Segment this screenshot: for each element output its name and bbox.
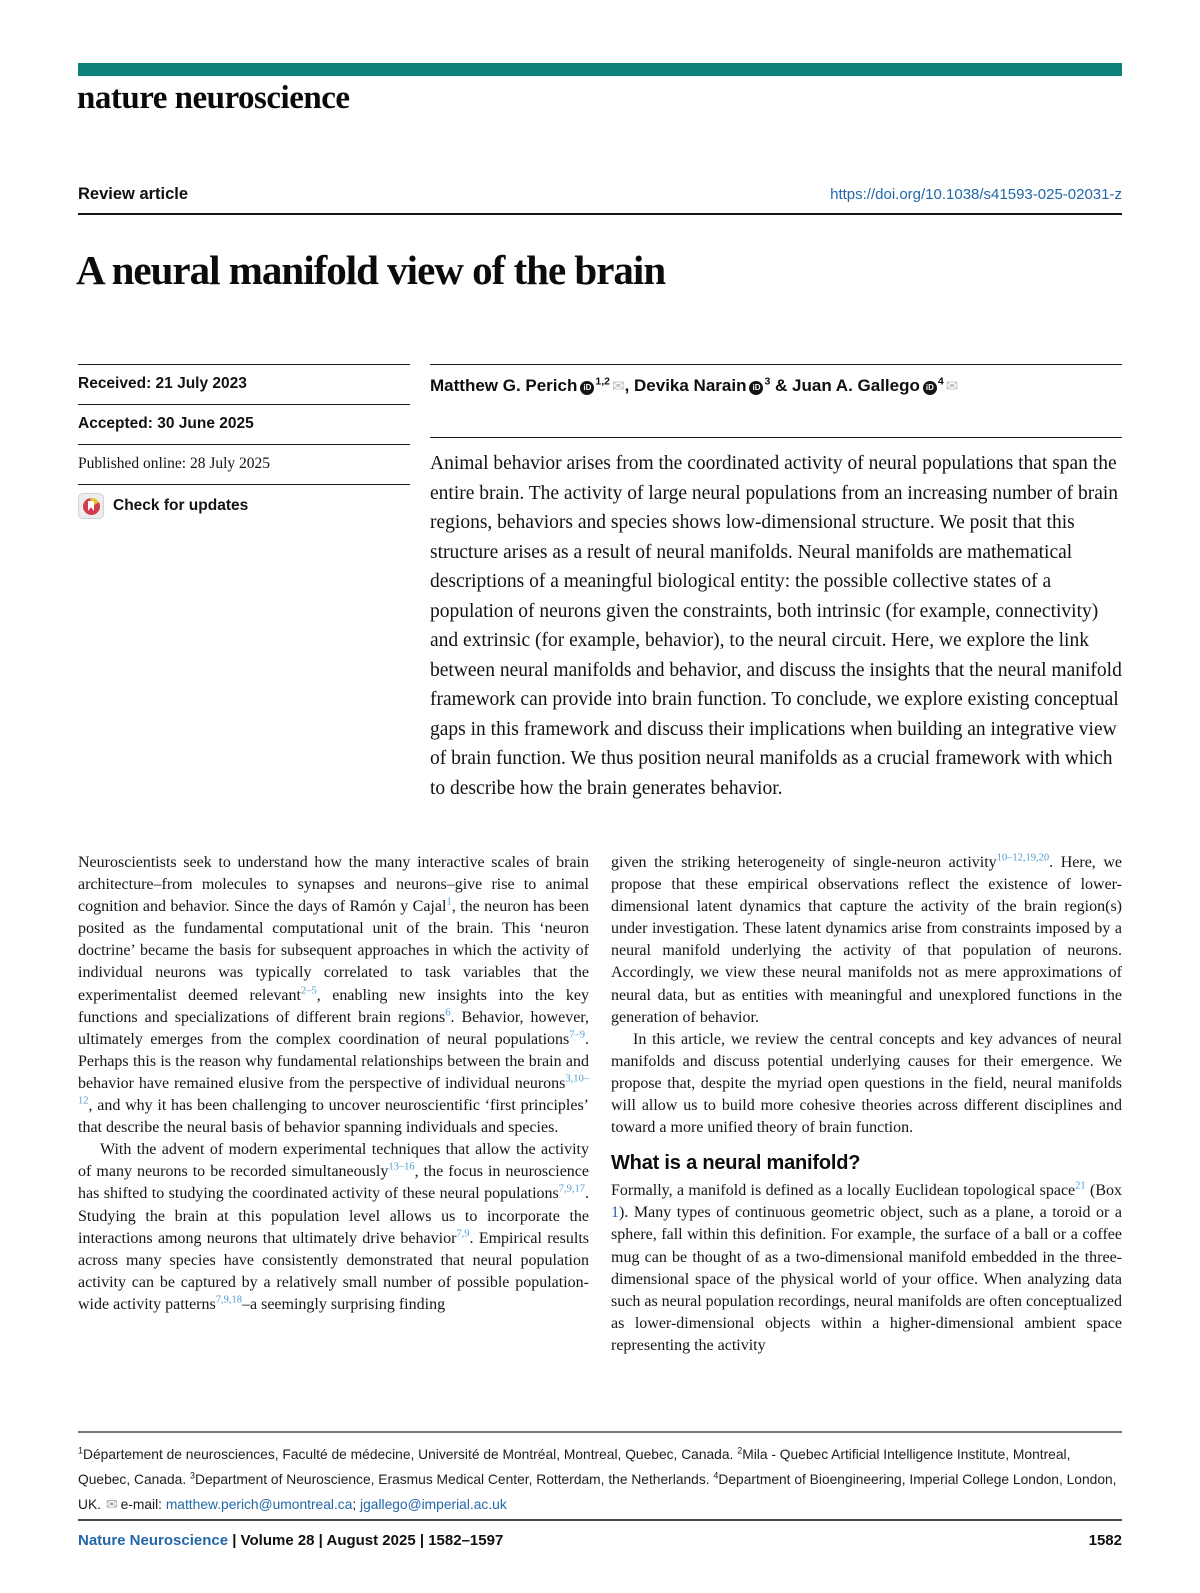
doi-link[interactable]: https://doi.org/10.1038/s41593-025-02031-z: [830, 186, 1122, 203]
check-for-updates-button[interactable]: [78, 484, 410, 528]
superscript-number: 4: [713, 1470, 719, 1480]
article-type-label: Review article: [78, 185, 189, 203]
superscript-number: 4: [937, 375, 944, 388]
email-icon[interactable]: ✉: [611, 378, 625, 395]
page-number: 1582: [1088, 1532, 1122, 1549]
citation-ref[interactable]: 7,9,17: [558, 1184, 585, 1196]
citation-ref[interactable]: 6: [445, 1007, 451, 1019]
check-for-updates-label: Check for updates: [113, 497, 249, 514]
brand-color-bar: [78, 63, 1122, 76]
paragraph: given the striking heterogeneity of single-neuron activity$^{10-12,19,20}$. Here, we propose that these empirical observations reflect the existence of lower-dimensional latent dynamics that capture the activity of the brain region(s) under investigation. These latent dynamics arise from constraints imposed by a neural manifold underlying the activity of that population of neurons. Accordingly, we view these neural manifolds not as mere approximations of neural data, but as entities with meaningful and unexplored functions in the generation of behavior.: [611, 852, 1122, 1026]
citation-ref[interactable]: 7–9: [569, 1029, 585, 1041]
page-footer: [78, 1519, 1122, 1549]
superscript-number: 2: [737, 1445, 743, 1456]
citation-ref[interactable]: 1: [446, 896, 452, 908]
superscript-number: 1: [78, 1445, 84, 1456]
paragraph: Formally, a manifold is defined as a locally Euclidean topological space$^{21}$ (Box 1). Many types of continuous geometric object, such as a plane, a toroid or a sphere, fall within this definition. For example, the surface of a ball or a coffee mug can be thought of as a two-dimensional manifold embedded in the three-dimensional space of the physical world of your office. When analyzing data such as neural population recordings, neural manifolds are often conceptualized as lower-dimensional objects within a higher-dimensional ambient space representing the activity: [611, 1180, 1123, 1354]
accepted-date: Accepted: 30 June 2025: [78, 404, 410, 444]
authors-abstract-column: [430, 364, 1122, 803]
journal-home-link[interactable]: Nature Neuroscience: [78, 1532, 229, 1549]
email-icon[interactable]: ✉: [105, 1496, 118, 1513]
issue-info: | Volume 28 | August 2025 | 1582–1597: [228, 1532, 504, 1549]
section-heading: What is a neural manifold?: [611, 1152, 861, 1175]
citation-ref[interactable]: 2–5: [300, 985, 317, 997]
paragraph: In this article, we review the central concepts and key advances of neural manifolds and discuss potential underlying causes for their emergence. We propose that, despite the myriad open questions in the field, neural manifolds will allow us to build more cohesive theories across different disciplines and toward a more unified theory of brain function.: [611, 1030, 1122, 1137]
article-meta-column: [78, 364, 410, 528]
paragraph: With the advent of modern experimental techniques that allow the activity of many neurons to be recorded simultaneously$^{13-16}$, the focus in neuroscience has shifted to studying the coordinated activity of these neural populations$^{7,9,17}$. Studying the brain at this population level allows us to incorporate the interactions among neurons that ultimately drive behavior$^{7,9}$. Empirical results across many species have consistently demonstrated that neural population activity can be captured by a relatively small number of possible population-wide activity patterns$^{7,9,18}$–a seemingly surprising finding: [78, 1141, 590, 1313]
author-list: Matthew G. Perich iD$^{1,2}$ ✉, Devika Narain $iD^3$ & Juan A. Gallego $iD^4$ ✉: [430, 364, 1122, 437]
page-title: A neural manifold view of the brain: [76, 247, 666, 294]
text-link[interactable]: matthew.perich@umontreal.ca: [165, 1497, 353, 1513]
article-body: [78, 852, 1122, 1357]
citation-ref[interactable]: 10–12,19,20: [996, 852, 1050, 864]
orcid-icon[interactable]: iD: [580, 381, 594, 395]
published-date: Published online: 28 July 2025: [78, 444, 410, 484]
journal-logo: nature neuroscience: [77, 80, 350, 116]
superscript-number: 3: [190, 1470, 196, 1480]
citation-ref[interactable]: 13–16: [388, 1161, 415, 1173]
citation-ref[interactable]: 7,9: [456, 1228, 470, 1240]
footer-citation: [78, 1532, 503, 1549]
article-type-row: [78, 185, 1122, 204]
text-link[interactable]: jgallego@imperial.ac.uk: [360, 1497, 507, 1513]
superscript-number: 1,2: [595, 375, 610, 388]
header-divider: [78, 213, 1122, 215]
paragraph: Neuroscientists seek to understand how the many interactive scales of brain architecture–from molecules to synapses and neurons–give rise to animal cognition and behavior. Since the days of Ramón y Cajal$^1$, the neuron has been posited as the fundamental computational unit of the brain. This ‘neuron doctrine’ became the basis for subsequent approaches in which the activity of individual neurons was typically correlated to task variables that the experimentalist deemed relevant$^{2-5}$, enabling new insights into the key functions and specializations of different brain regions$^6$. Behavior, however, ultimately emerges from the complex coordination of neural populations$^{7-9}$. Perhaps this is the reason why fundamental relationships between the brain and behavior have remained elusive from the perspective of individual neurons$^{3,10-12}$, and why it has been challenging to uncover neuroscientific ‘first principles’ that describe the neural basis of behavior spanning individuals and species.: [78, 854, 590, 1137]
body-column-right: [611, 852, 1122, 1357]
orcid-icon[interactable]: iD: [923, 381, 937, 395]
citation-ref[interactable]: 21: [1075, 1180, 1086, 1192]
superscript-number: 3: [764, 375, 771, 388]
citation-ref[interactable]: 3,10–12: [78, 1073, 589, 1107]
orcid-icon[interactable]: iD: [749, 381, 763, 395]
abstract-text: Animal behavior arises from the coordinated activity of neural populations that span the entire brain. The activity of large neural populations from an increasing number of brain regions, behaviors and species shows low-dimensional structure. We posit that this structure arises as a result of neural manifolds. Neural manifolds are mathematical descriptions of a meaningful biological entity: the possible collective states of a population of neurons given the constraints, both intrinsic (for example, connectivity) and extrinsic (for example, behavior), to the neural circuit. Here, we explore the link between neural manifolds and behavior, and discuss the insights that the neural manifold framework can provide into brain function. To conclude, we explore existing conceptual gaps in this framework and discuss their implications when building an integrative view of brain function. We thus position neural manifolds as a crucial framework with which to describe how the brain generates behavior.: [430, 437, 1122, 803]
crossmark-icon: [78, 493, 104, 519]
received-date: Received: 21 July 2023: [78, 364, 410, 404]
affiliations-footnote: $^1$Département de neurosciences, Faculté de médecine, Université de Montréal, Montreal, Quebec, Canada. $^2$Mila - Quebec Artificial Intelligence Institute, Montreal, Quebec, Canada. $^3$Department of Neuroscience, Erasmus Medical Center, Rotterdam, the Netherlands. $^4$Department of Bioengineering, Imperial College London, London, UK. ✉ e-mail: matthew.perich@umontreal.ca; jgallego@imperial.ac.uk: [78, 1431, 1122, 1518]
body-column-left: [78, 852, 589, 1357]
email-icon[interactable]: ✉: [945, 378, 959, 395]
citation-ref[interactable]: 7,9,18: [215, 1294, 242, 1306]
text-link[interactable]: 1: [611, 1204, 619, 1222]
